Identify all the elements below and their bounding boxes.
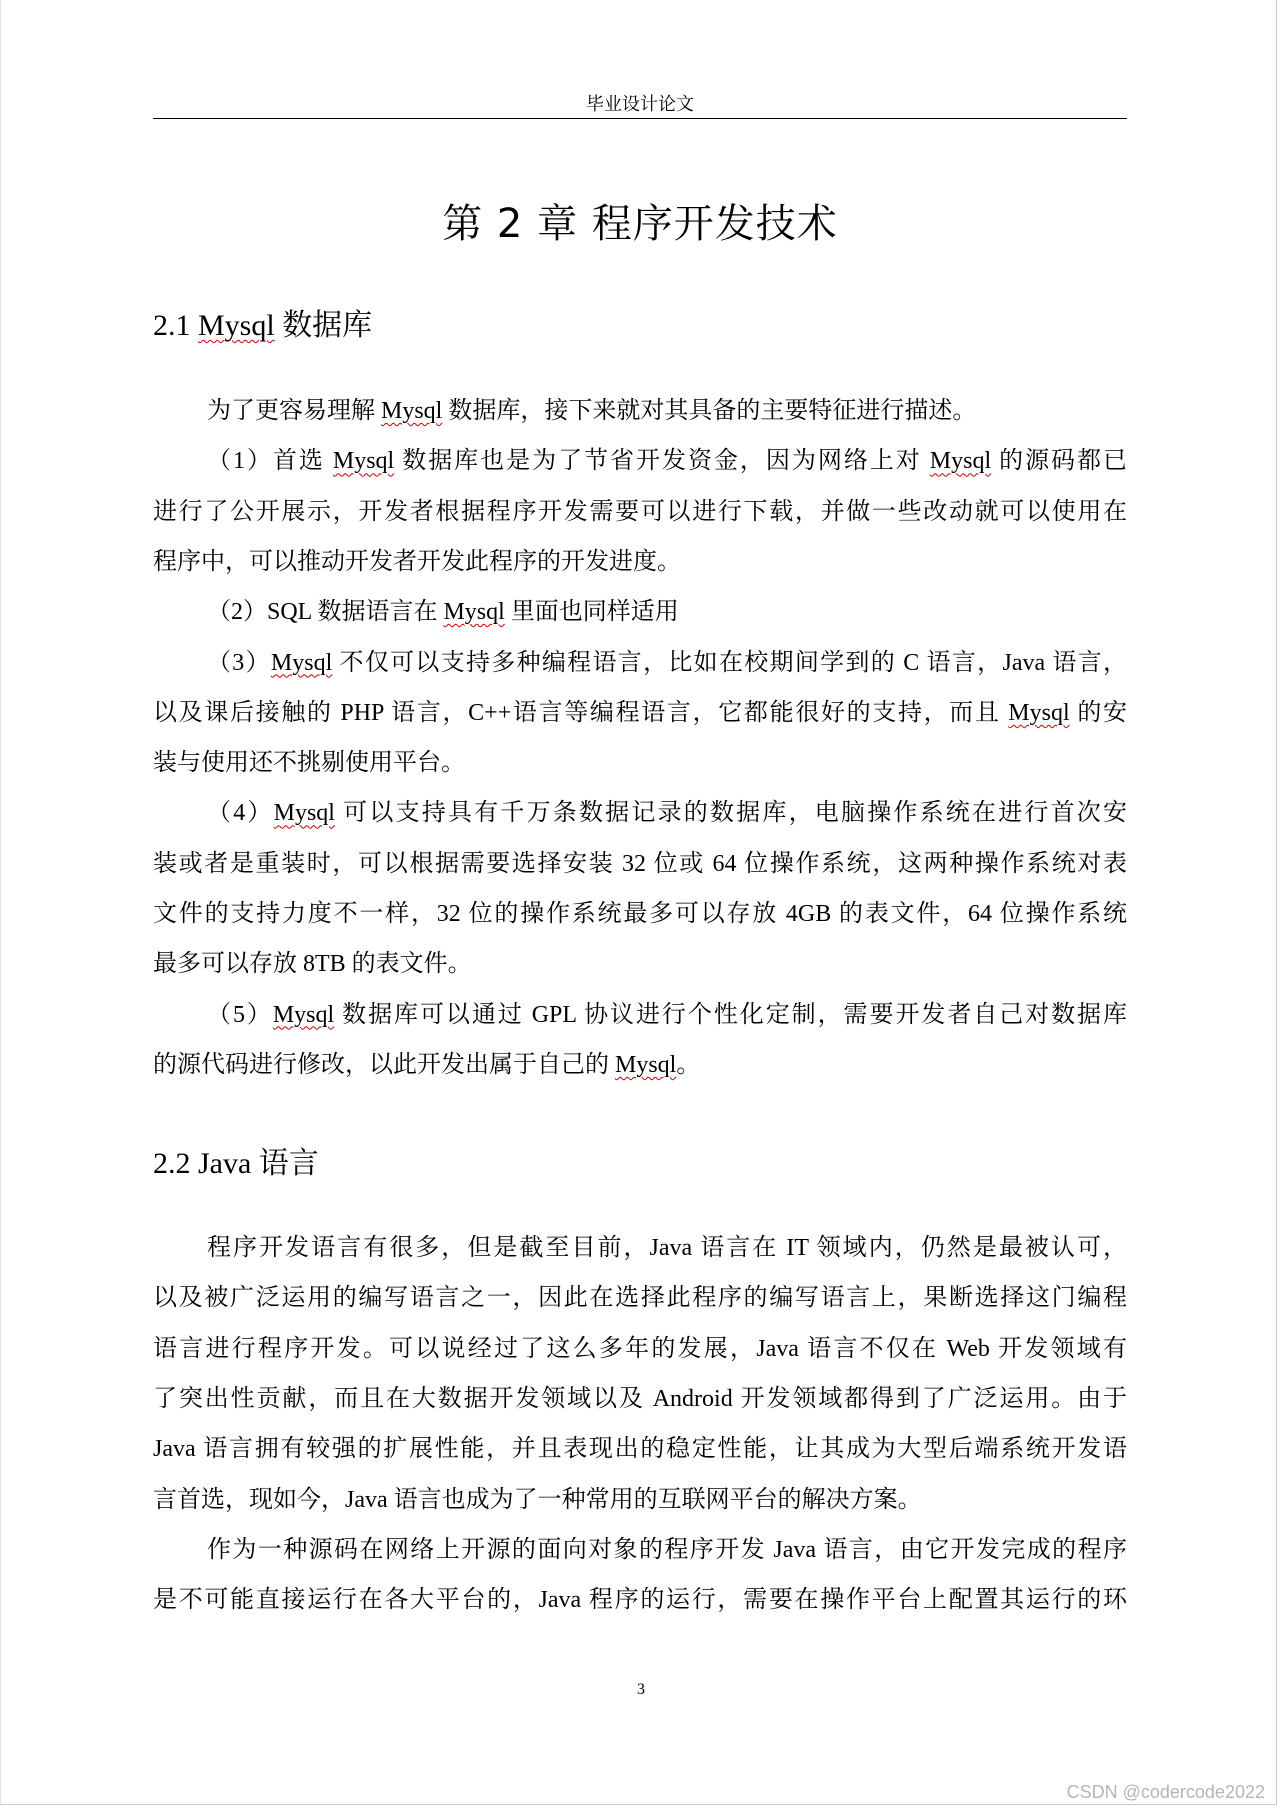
text-line: 文件的支持力度不一样，32 位的操作系统最多可以存放 4GB 的表文件，64 位操作系统: [153, 901, 1127, 927]
text-line: 以及课后接触的 PHP 语言，C++语言等编程语言，它都能很好的支持，而且 Mysql 的安: [153, 699, 1127, 726]
text-line: 进行了公开展示，开发者根据程序开发需要可以进行下载，并做一些改动就可以使用在: [153, 498, 1127, 525]
text-line: （5）Mysql 数据库可以通过 GPL 协议进行个性化定制，需要开发者自己对数据库: [207, 1001, 1128, 1028]
text-line: 装或者是重装时，可以根据需要选择安装 32 位或 64 位操作系统，这两种操作系统对表: [153, 850, 1127, 877]
text-line: 程序中，可以推动开发者开发此程序的开发进度。: [153, 548, 681, 575]
text-line: 装与使用还不挑剔使用平台。: [153, 750, 465, 777]
text-line: 最多可以存放 8TB 的表文件。: [153, 951, 472, 978]
spellcheck-underline: Mysql: [615, 1051, 677, 1078]
text-line: （2）SQL 数据语言在 Mysql 里面也同样适用: [207, 599, 679, 626]
spellcheck-underline: Mysql: [272, 1001, 335, 1028]
text-line: （4）Mysql 可以支持具有千万条数据记录的数据库，电脑操作系统在进行首次安: [207, 800, 1128, 827]
text-line: 了突出性贡献，而且在大数据开发领域以及 Android 开发领域都得到了广泛运用。由于: [153, 1385, 1127, 1412]
text-line: （3）Mysql 不仅可以支持多种编程语言，比如在校期间学到的 C 语言，Java 语言，: [207, 649, 1128, 676]
spellcheck-underline: Mysql: [198, 309, 275, 342]
watermark: CSDN @codercode2022: [1066, 1782, 1265, 1802]
spellcheck-underline: Mysql: [929, 448, 992, 475]
spellcheck-underline: Mysql: [273, 800, 335, 827]
section-heading-java: 2.2 Java 语言: [153, 1147, 319, 1180]
section-heading-mysql: 2.1 Mysql 数据库: [153, 309, 373, 342]
text-line: 的源代码进行修改，以此开发出属于自己的 Mysql。: [153, 1051, 701, 1078]
text-line: 言首选，现如今，Java 语言也成为了一种常用的互联网平台的解决方案。: [153, 1486, 922, 1513]
running-header: 毕业设计论文: [586, 94, 694, 114]
text-line: （1）首选 Mysql 数据库也是为了节省开发资金，因为网络上对 Mysql 的源码都已: [207, 448, 1128, 475]
header-rule: [153, 118, 1127, 119]
text-line: 以及被广泛运用的编写语言之一，因此在选择此程序的编写语言上，果断选择这门编程: [153, 1285, 1127, 1312]
page-number: 3: [637, 1681, 645, 1698]
chapter-title: 第 2 章 程序开发技术: [442, 201, 838, 247]
text-line: 是不可能直接运行在各大平台的，Java 程序的运行，需要在操作平台上配置其运行的环: [153, 1587, 1127, 1614]
text-line: 为了更容易理解 Mysql 数据库，接下来就对其具备的主要特征进行描述。: [207, 398, 977, 424]
text-line: 程序开发语言有很多，但是截至目前，Java 语言在 IT 领域内，仍然是最被认可，: [207, 1235, 1127, 1261]
spellcheck-underline: Mysql: [381, 398, 443, 424]
spellcheck-underline: Mysql: [443, 599, 505, 626]
text-line: Java 语言拥有较强的扩展性能，并且表现出的稳定性能，让其成为大型后端系统开发语: [153, 1436, 1127, 1463]
text-line: 语言进行程序开发。可以说经过了这么多年的发展，Java 语言不仅在 Web 开发领域有: [153, 1335, 1127, 1362]
spellcheck-underline: Mysql: [270, 649, 333, 676]
spellcheck-underline: Mysql: [332, 448, 395, 475]
spellcheck-underline: Mysql: [1008, 699, 1070, 726]
text-line: 作为一种源码在网络上开源的面向对象的程序开发 Java 语言，由它开发完成的程序: [207, 1536, 1127, 1563]
